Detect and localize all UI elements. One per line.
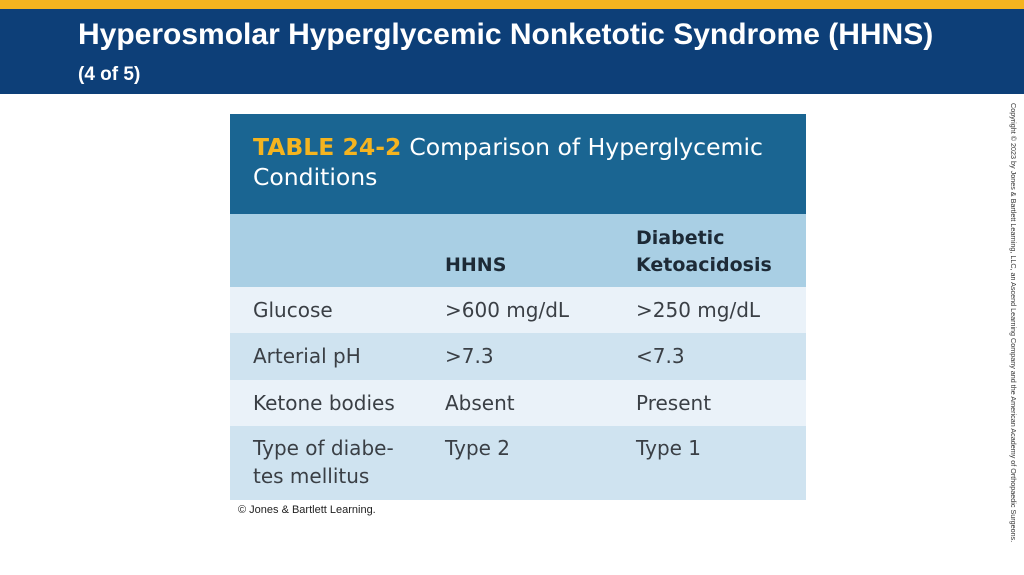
column-header-hhns: HHNS (445, 254, 507, 276)
column-header-dka-line1: Diabetic (636, 227, 725, 249)
row-label: Arterial pH (253, 344, 361, 368)
row-label (253, 434, 433, 490)
slide-title-main: Hyperosmolar Hyperglycemic Nonketotic Syndrome (HHNS) (78, 18, 934, 51)
table-row (230, 287, 806, 333)
row-label-line1: Type of diabe- (253, 436, 394, 460)
table-caption (230, 114, 806, 214)
dka-value: Type 1 (636, 436, 702, 460)
hhns-value: >600 mg/dL (445, 298, 570, 322)
comparison-table (230, 114, 806, 500)
dka-value: <7.3 (636, 344, 685, 368)
column-header-dka-line2: Ketoacidosis (636, 254, 772, 276)
column-header-dka (636, 225, 772, 279)
hhns-value: Absent (445, 391, 515, 415)
image-credit: © Jones & Bartlett Learning. (238, 504, 376, 516)
hhns-value: >7.3 (445, 344, 494, 368)
table-column-headers (230, 214, 806, 287)
table-row (230, 426, 806, 500)
slide-title (78, 17, 938, 93)
table-caption-line2: Conditions (253, 163, 378, 191)
row-label: Ketone bodies (253, 391, 395, 415)
table-number: TABLE 24-2 (253, 133, 402, 161)
slide-title-sub: (4 of 5) (78, 64, 141, 85)
side-copyright: Copyright © 2023 by Jones & Bartlett Learning, LLC, an Ascend Learning Company and the American Academy of Orthopaedic Surgeons. (1009, 103, 1018, 543)
row-label-line2: tes mellitus (253, 464, 370, 488)
top-accent-stripe (0, 0, 1024, 9)
row-label: Glucose (253, 298, 333, 322)
dka-value: Present (636, 391, 712, 415)
dka-value: >250 mg/dL (636, 298, 761, 322)
table-row (230, 333, 806, 380)
table-caption-line1: Comparison of Hyperglycemic (409, 133, 763, 161)
hhns-value: Type 2 (445, 436, 511, 460)
table-row (230, 380, 806, 426)
